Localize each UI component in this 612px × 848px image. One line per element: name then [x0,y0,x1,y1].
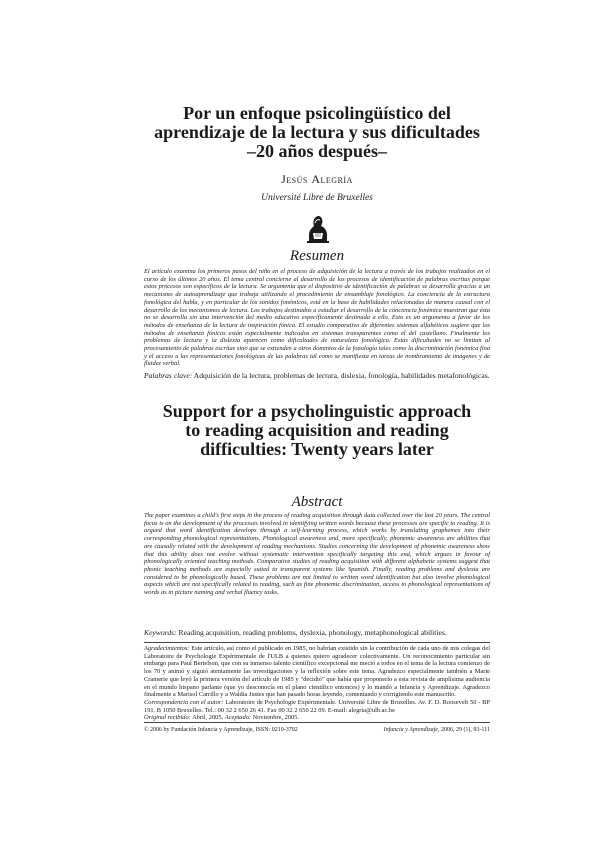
author-name [144,172,490,187]
abstract-heading: Abstract [291,494,343,510]
author-last-name: Alegría [311,172,353,186]
abstract-text: The paper examines a child's first steps in the process of reading acquisition through data collected over the last 20 years. The central focus is on the development of the processes involved in identifying written words because these processes are specific to reading. It is argued that word identification develops through a self-learning process, which works by translating graphemes into their corresponding phonological representations. Phonological awareness and, more specifically, phonemic awareness are abilities that are causally related with the development of reading mechanisms. Studies concerning the development of phonemic awareness show that this ability does not evolve without systematic intervention specifically targeting this end, which argues in favour of phonologically oriented teaching methods. Comparative studies of reading acquisition with different alphabetic systems suggest that phonic teaching methods are especially suited to transparent systems like Spanish. Finally, reading problems and dyslexia are considered to be phonologically based. These problems are not limited to written word identification but also involve phonological aspects which are not specifically related to reading, such as fine phonemic discrimination, access to phonological representations of words as in picture naming and verbal fluency tasks. [144,512,490,597]
journal-citation [384,726,490,734]
notes-divider [144,642,490,643]
english-title-line-3: difficulties: Twenty years later [200,439,434,459]
spanish-title-line-3: –20 años después– [246,141,388,161]
keywords-english-text: Reading acquisition, reading problems, dyslexia, phonology, metaphonological abilities. [178,628,447,637]
journal-volume-pages: 2006, 29 (1), 93-111 [440,727,490,733]
keywords-spanish [144,371,490,381]
keywords-english [144,628,490,638]
acknowledgements [144,645,490,699]
copyright-notice: © 2006 by Fundación Infancia y Aprendizaje, ISSN: 0210-3702 [144,727,298,733]
correspondence-text: Laboratoire de Psychologie Expérimentale. Université Libre de Bruxelles. Av. F. D. Roosevelt 50 - BP 191. B 1050 Bruxelles. Tel.: 00 32 2 650 26 41. Fax 00 32 2 650 22 09. E-mail: alegria@ulb.ac.be [144,698,490,714]
acknowledgements-text: Este artículo, así como el publicado en 1985, no habrían existido sin la contribución de cada uno de mis colegas del Laboratoire de Psychologie Expérimentale de l'ULB a quienes quiero agradecer colectivamente. Un reconocimiento particular sin embargo para Paul Bertelson, que con su inmenso talento científico excepcional me meció a todos en el tema de la lectura comienzo de los 70 y animó y siguió atentamente las investigaciones y la reflexión sobre este tema. Agradezco especialmente también a Marie Cramerie que leyó la primera versión del artículo de 1985 y "decidió" que había que proponerlo a esta revista de amplísima audiencia en el mundo hispano parlante (que yo desconocía en el plano científico entonces) y lo mandó a Infancia y Aprendizaje. Agradezco finalmente a Marisol Carrillo y a Waldia Justes que han pasado horas leyendo, comentando y corrigiendo este manuscrito. [144,645,490,699]
acknowledgements-label: Agradecimientos: [144,645,190,652]
publisher-emblem-icon [305,213,331,243]
author-first-name: Jesús [281,172,308,186]
journal-name: Infancia y Aprendizaje, [383,727,440,733]
footer-divider [144,722,490,723]
keywords-spanish-text: Adquisición de la lectura, problemas de lectura, dislexia, fonología, habilidades metafonológicas. [193,371,490,380]
article-notes [144,645,490,722]
accepted-date: Noviembre, 2005. [252,714,299,722]
resumen-heading: Resumen [289,248,345,264]
spanish-title [144,104,490,161]
english-title-line-2: to reading acquisition and reading [185,420,449,440]
keywords-spanish-label: Palabras clave: [144,371,193,380]
english-title-line-1: Support for a psycholinguistic approach [162,401,472,421]
received-label: Original recibido: [144,714,191,722]
keywords-english-label: Keywords: [144,628,177,637]
correspondence-label: Correspondencia con el autor: [144,698,224,706]
accepted-label: Aceptado: [224,714,252,722]
spanish-title-line-2: aprendizaje de la lectura y sus dificultades [154,122,480,142]
received-accepted-dates [144,714,490,722]
resumen-text: El artículo examina los primeros pasos del niño en el proceso de adquisición de la lectura a través de los trabajos realizados en el curso de los últimos 20 años. El tema central concierne al desarrollo de los procesos de identificación de palabras escritas porque estos procesos son específicos de la lectura. Se argumenta que el dispositivo de identificación de palabras se desarrolla gracias a un mecanismo de autoaprendizaje que trabaja utilizando el procedimiento de ensamblaje fonológico. La conciencia de la estructura fonológica del habla, y en particular de los sonidos fonémicos, está en la base de habilidades relacionadas de manera causal con el desarrollo de los mecanismos de lectura. Los trabajos destinados a estudiar el desarrollo de la conciencia fonémica muestran que ésta no se desarrolla sin una intervención del medio educativo específicamente destinada a ello. Esto es un argumento a favor de los métodos de enseñanza de la lectura de inspiración fónica. El estudio comparativo de diferentes sistemas alfabéticos sugiere que los métodos de enseñanza fónicos están especialmente indicados en sistemas transparentes como el del castellano. Finalmente los problemas de lectura y la dislexia aparecen como dificultades de naturaleza fonológica. Estas dificultades no se limitan al procesamiento de palabras escritas sino que se extienden a otros dominios de la fonología tales como la discriminación fonémica fina y el acceso a las representaciones fonológicas de las palabras tal como se manifiesta en tareas de nombramiento de imágenes y de fluidez verbal. [144,268,490,368]
spanish-title-line-1: Por un enfoque psicolingüístico del [183,103,451,123]
received-date: Abril, 2005. [192,714,224,722]
author-affiliation: Université Libre de Bruxelles [261,193,373,203]
correspondence [144,699,490,714]
english-title [144,402,490,459]
